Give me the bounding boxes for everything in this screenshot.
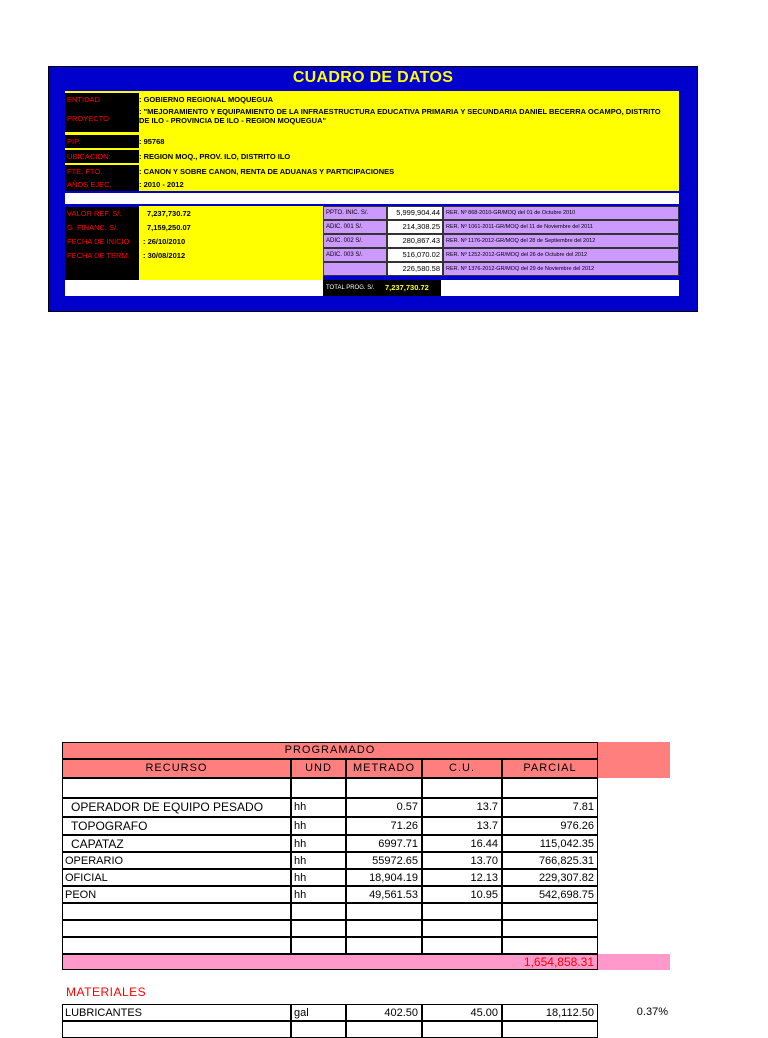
budget-label: ADIC. 001 S/. bbox=[323, 220, 387, 234]
header-extension bbox=[598, 742, 670, 778]
empty-cell bbox=[291, 778, 346, 798]
total-filler bbox=[441, 280, 679, 296]
recurso-cell: OFICIAL bbox=[62, 869, 291, 886]
budget-label bbox=[323, 262, 387, 276]
total-row bbox=[323, 280, 679, 296]
parcial-cell: 115,042.35 bbox=[502, 835, 598, 852]
empty-cell bbox=[346, 903, 422, 920]
financ-label: G. FINANC. S/. bbox=[65, 221, 139, 235]
budget-resolution: RER. Nº 1252-2012-GR/MOQ del 26 de Octubre del 2012 bbox=[443, 248, 679, 262]
cu-cell: 13.7 bbox=[422, 798, 502, 817]
materiales-heading: MATERIALES bbox=[66, 985, 147, 999]
parcial-cell: 7.81 bbox=[502, 798, 598, 817]
budget-value: 5,999,904.44 bbox=[387, 206, 443, 220]
recurso-cell: LUBRICANTES bbox=[62, 1004, 291, 1021]
empty-cell bbox=[502, 903, 598, 920]
budget-label: PPTO. INIC. S/. bbox=[323, 206, 387, 220]
und-cell: gal bbox=[291, 1004, 346, 1021]
cu-cell: 45.00 bbox=[422, 1004, 502, 1021]
metrado-cell: 55972.65 bbox=[346, 852, 422, 869]
budget-row bbox=[323, 206, 679, 220]
empty-cell bbox=[346, 778, 422, 798]
header-cu: C.U. bbox=[422, 759, 502, 778]
fte-label: FTE. FTO. bbox=[65, 165, 139, 178]
entidad-value: : GOBIERNO REGIONAL MOQUEGUA bbox=[139, 95, 274, 104]
metrado-cell: 6997.71 bbox=[346, 835, 422, 852]
und-cell: hh bbox=[291, 798, 346, 817]
total-spacer bbox=[65, 280, 323, 296]
parcial-cell: 766,825.31 bbox=[502, 852, 598, 869]
programado-title: PROGRAMADO bbox=[62, 742, 598, 759]
budget-row bbox=[323, 262, 679, 276]
empty-cell bbox=[62, 903, 291, 920]
parcial-cell: 229,307.82 bbox=[502, 869, 598, 886]
recurso-cell: PEON bbox=[62, 886, 291, 903]
und-cell: hh bbox=[291, 852, 346, 869]
pip-value: : 95768 bbox=[139, 137, 165, 146]
ubicacion-value: : REGION MOQ., PROV. ILO, DISTRITO ILO bbox=[139, 152, 291, 161]
budget-label: ADIC. 003 S/. bbox=[323, 248, 387, 262]
fecha-term-label: FECHA DE TERM. bbox=[65, 249, 139, 263]
subtotal-cell: 1,654,858.31 bbox=[62, 954, 598, 970]
empty-cell bbox=[422, 937, 502, 954]
metrado-cell: 402.50 bbox=[346, 1004, 422, 1021]
empty-cell bbox=[62, 778, 291, 798]
anos-label: AÑOS EJEC. bbox=[65, 178, 139, 191]
budget-value: 516,070.02 bbox=[387, 248, 443, 262]
und-cell: hh bbox=[291, 835, 346, 852]
empty-cell bbox=[291, 920, 346, 937]
total-value: 7,237,730.72 bbox=[385, 283, 429, 292]
proyecto-value: : "MEJORAMIENTO Y EQUIPAMIENTO DE LA INFRAESTRUCTURA EDUCATIVA PRIMARIA Y SECUNDARIA DANIEL BECERRA OCAMPO, DISTRITO DE ILO - PROVINCIA DE ILO - REGION MOQUEGUA" bbox=[139, 107, 661, 125]
pip-label: PIP. bbox=[65, 135, 139, 148]
cu-cell: 10.95 bbox=[422, 886, 502, 903]
empty-cell bbox=[502, 778, 598, 798]
budget-row bbox=[323, 220, 679, 234]
budget-resolution: RER. Nº 868-2010-GR/MOQ del 01 de Octubre 2010 bbox=[443, 206, 679, 220]
subtotal-extension bbox=[598, 954, 670, 970]
recurso-cell: CAPATAZ bbox=[62, 835, 291, 852]
header-und: UND bbox=[291, 759, 346, 778]
empty-cell bbox=[62, 920, 291, 937]
cuadro-title: CUADRO DE DATOS bbox=[292, 69, 454, 86]
empty-cell bbox=[291, 903, 346, 920]
proyecto-label: PROYECTO bbox=[65, 106, 139, 132]
fecha-inicio-label: FECHA DE INICIO bbox=[65, 235, 139, 249]
empty-cell bbox=[502, 920, 598, 937]
header-parcial: PARCIAL bbox=[502, 759, 598, 778]
und-cell: hh bbox=[291, 869, 346, 886]
total-label: TOTAL PROG. S/. bbox=[323, 280, 441, 296]
recurso-cell: OPERARIO bbox=[62, 852, 291, 869]
fte-value: : CANON Y SOBRE CANON, RENTA DE ADUANAS Y PARTICIPACIONES bbox=[139, 167, 395, 176]
empty-cell bbox=[502, 937, 598, 954]
cu-cell: 13.70 bbox=[422, 852, 502, 869]
metrado-cell: 49,561.53 bbox=[346, 886, 422, 903]
metrado-cell: 71.26 bbox=[346, 817, 422, 835]
financ-value: 7,159,250.07 bbox=[147, 223, 191, 232]
empty-cell bbox=[422, 920, 502, 937]
und-cell: hh bbox=[291, 886, 346, 903]
recurso-cell: OPERADOR DE EQUIPO PESADO bbox=[62, 798, 291, 817]
budget-row bbox=[323, 248, 679, 262]
fecha-term-value: : 30/08/2012 bbox=[143, 251, 186, 260]
empty-cell bbox=[422, 778, 502, 798]
empty-cell bbox=[346, 937, 422, 954]
valor-ref-value: 7,237,730.72 bbox=[147, 209, 191, 218]
budget-value: 214,308.25 bbox=[387, 220, 443, 234]
empty-cell bbox=[62, 937, 291, 954]
budget-resolution: RER. Nº 1176-2012-GR/MOQ del 28 de Septiembre del 2012 bbox=[443, 234, 679, 248]
metrado-cell: 18,904.19 bbox=[346, 869, 422, 886]
empty-cell bbox=[346, 920, 422, 937]
recurso-cell: TOPOGRAFO bbox=[62, 817, 291, 835]
header-metrado: METRADO bbox=[346, 759, 422, 778]
valor-ref-label: VALOR REF. S/. bbox=[65, 207, 139, 221]
parcial-cell: 976.26 bbox=[502, 817, 598, 835]
fecha-inicio-value: : 26/10/2010 bbox=[143, 237, 186, 246]
metrado-cell: 0.57 bbox=[346, 798, 422, 817]
budget-value: 226,580.58 bbox=[387, 262, 443, 276]
cu-cell: 13.7 bbox=[422, 817, 502, 835]
budget-value: 280,867.43 bbox=[387, 234, 443, 248]
entidad-label: ENTIDAD bbox=[65, 93, 139, 106]
cu-cell: 16.44 bbox=[422, 835, 502, 852]
header-recurso: RECURSO bbox=[62, 759, 291, 778]
budget-table bbox=[323, 206, 679, 276]
cuadro-de-datos-panel bbox=[48, 66, 698, 312]
parcial-cell: 18,112.50 bbox=[502, 1004, 598, 1021]
anos-value: : 2010 - 2012 bbox=[139, 180, 184, 189]
budget-resolution: RER. Nº 1061-2011-GR/MOQ del 11 de Noviembre del 2011 bbox=[443, 220, 679, 234]
budget-resolution: RER. Nº 1376-2012-GR/MOQ del 29 de Noviembre del 2012 bbox=[443, 262, 679, 276]
ubicacion-label: UBICACION: bbox=[65, 150, 139, 163]
cu-cell: 12.13 bbox=[422, 869, 502, 886]
und-cell: hh bbox=[291, 817, 346, 835]
label-filler bbox=[65, 263, 139, 280]
empty-cell bbox=[291, 937, 346, 954]
budget-label: ADIC. 002 S/. bbox=[323, 234, 387, 248]
percentage-cell: 0.37% bbox=[636, 1006, 668, 1018]
budget-row bbox=[323, 234, 679, 248]
divider bbox=[65, 193, 679, 204]
parcial-cell: 542,698.75 bbox=[502, 886, 598, 903]
empty-cell bbox=[422, 903, 502, 920]
